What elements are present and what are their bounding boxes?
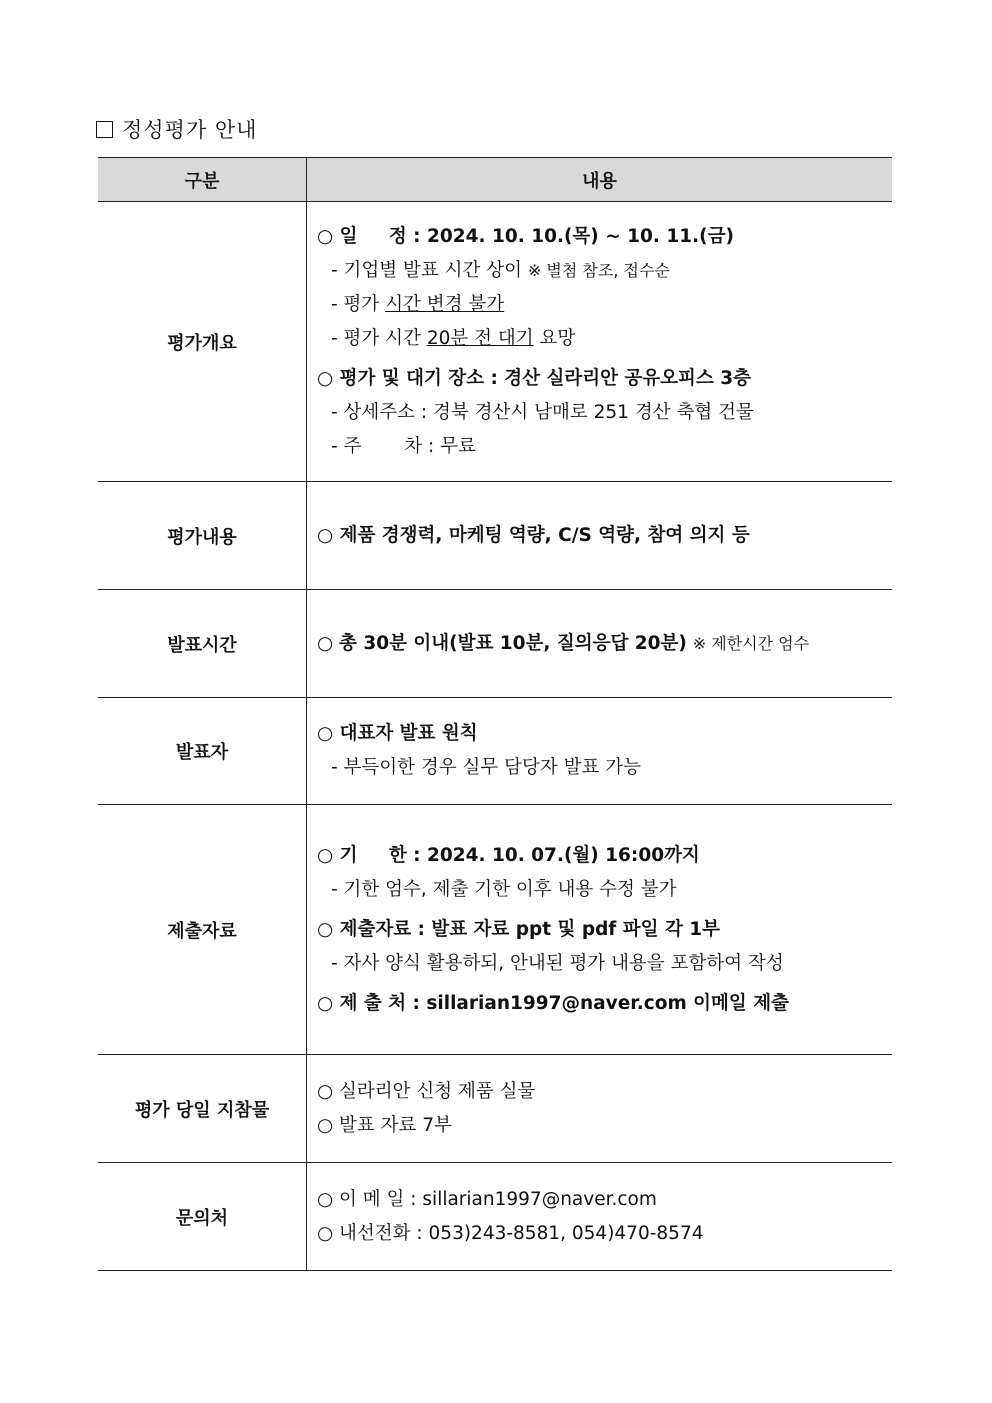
submission-material-sub: - 자사 양식 활용하되, 안내된 평가 내용을 포함하여 작성 [331, 952, 784, 974]
table-row-bring [98, 1055, 892, 1163]
page-title-text: 정성평가 안내 [122, 118, 258, 142]
schedule-sub-3 [317, 322, 892, 356]
row-content-contact [307, 1163, 893, 1271]
row-content-time [307, 590, 893, 698]
schedule-sub-3-tail: 요망 [533, 327, 576, 349]
bring-item-1: 실라리안 신청 제품 실물 [339, 1080, 536, 1102]
schedule-sub-3-underlined: 20분 전 대기 [426, 327, 534, 349]
evaluation-table [98, 157, 892, 1271]
table-row-time [98, 590, 892, 698]
bullet-icon: ○ [317, 524, 334, 546]
bullet-icon: ○ [317, 844, 334, 866]
submission-deadline: 기 한 : 2024. 10. 07.(월) 16:00까지 [339, 844, 700, 866]
bullet-icon: ○ [317, 918, 334, 940]
row-label-content: 평가내용 [98, 482, 307, 590]
submission-destination: 제 출 처 : sillarian1997@naver.com 이메일 제출 [339, 992, 789, 1014]
schedule-sub-2-underlined: 시간 변경 불가 [385, 293, 505, 315]
bullet-icon: ○ [317, 723, 334, 744]
presenter-sub: - 부득이한 경우 실무 담당자 발표 가능 [331, 757, 642, 778]
table-row-submission [98, 805, 892, 1055]
row-label-submission: 제출자료 [98, 805, 307, 1055]
row-content-submission [307, 805, 893, 1055]
contact-email: 이 메 일 : sillarian1997@naver.com [339, 1188, 657, 1210]
table-row-contact [98, 1163, 892, 1271]
schedule-sub-1-note: ※ 별첨 참조, 접수순 [527, 260, 670, 280]
schedule-sub-1-text: - 기업별 발표 시간 상이 [331, 259, 528, 281]
header-category: 구분 [98, 158, 307, 202]
schedule-value: 2024. 10. 10.(목) ~ 10. 11.(금) [427, 225, 734, 247]
schedule-sub-2 [317, 288, 892, 322]
table-row-content [98, 482, 892, 590]
place-sub-2: - 주 차 : 무료 [331, 435, 476, 457]
submission-deadline-sub: - 기한 엄수, 제출 기한 이후 내용 수정 불가 [331, 878, 677, 900]
row-content-presenter [307, 698, 893, 805]
time-item: 총 30분 이내(발표 10분, 질의응답 20분) [339, 632, 687, 654]
bullet-icon: ○ [317, 225, 334, 247]
table-row-presenter [98, 698, 892, 805]
bullet-icon: ○ [317, 367, 334, 389]
row-label-contact: 문의처 [98, 1163, 307, 1271]
row-content-content [307, 482, 893, 590]
table-row-overview [98, 202, 892, 482]
submission-material: 제출자료 : 발표 자료 ppt 및 pdf 파일 각 1부 [339, 918, 721, 940]
bullet-icon: ○ [317, 1080, 334, 1102]
place: 평가 및 대기 장소 : 경산 실라리안 공유오피스 3층 [339, 367, 751, 389]
content-item: 제품 경쟁력, 마케팅 역량, C/S 역량, 참여 의지 등 [339, 524, 750, 546]
bring-item-2: 발표 자료 7부 [339, 1114, 452, 1136]
table-header-row [98, 158, 892, 202]
row-label-overview: 평가개요 [98, 202, 307, 482]
bullet-icon: ○ [317, 1188, 334, 1210]
place-sub-1: - 상세주소 : 경북 경산시 남매로 251 경산 축협 건물 [331, 401, 754, 423]
schedule-key: 일 정 : [339, 225, 421, 247]
bullet-icon: ○ [317, 992, 334, 1014]
presenter-item: 대표자 발표 원칙 [339, 723, 478, 744]
row-label-time: 발표시간 [98, 590, 307, 698]
row-content-overview [307, 202, 893, 482]
schedule-sub-1 [317, 254, 892, 288]
bullet-icon: ○ [317, 632, 334, 654]
row-label-presenter: 발표자 [98, 698, 307, 805]
bullet-icon: ○ [317, 1114, 334, 1136]
checkbox-square-icon [96, 121, 113, 138]
header-content: 내용 [307, 158, 893, 202]
contact-phone: 내선전화 : 053)243-8581, 054)470-8574 [339, 1222, 704, 1244]
bullet-icon: ○ [317, 1222, 334, 1244]
row-label-bring: 평가 당일 지참물 [98, 1055, 307, 1163]
time-note: ※ 제한시간 엄수 [692, 633, 810, 653]
schedule-sub-2-text: - 평가 [331, 293, 386, 315]
page-title [96, 114, 257, 144]
row-content-bring [307, 1055, 893, 1163]
schedule-sub-3-text: - 평가 시간 [331, 327, 427, 349]
